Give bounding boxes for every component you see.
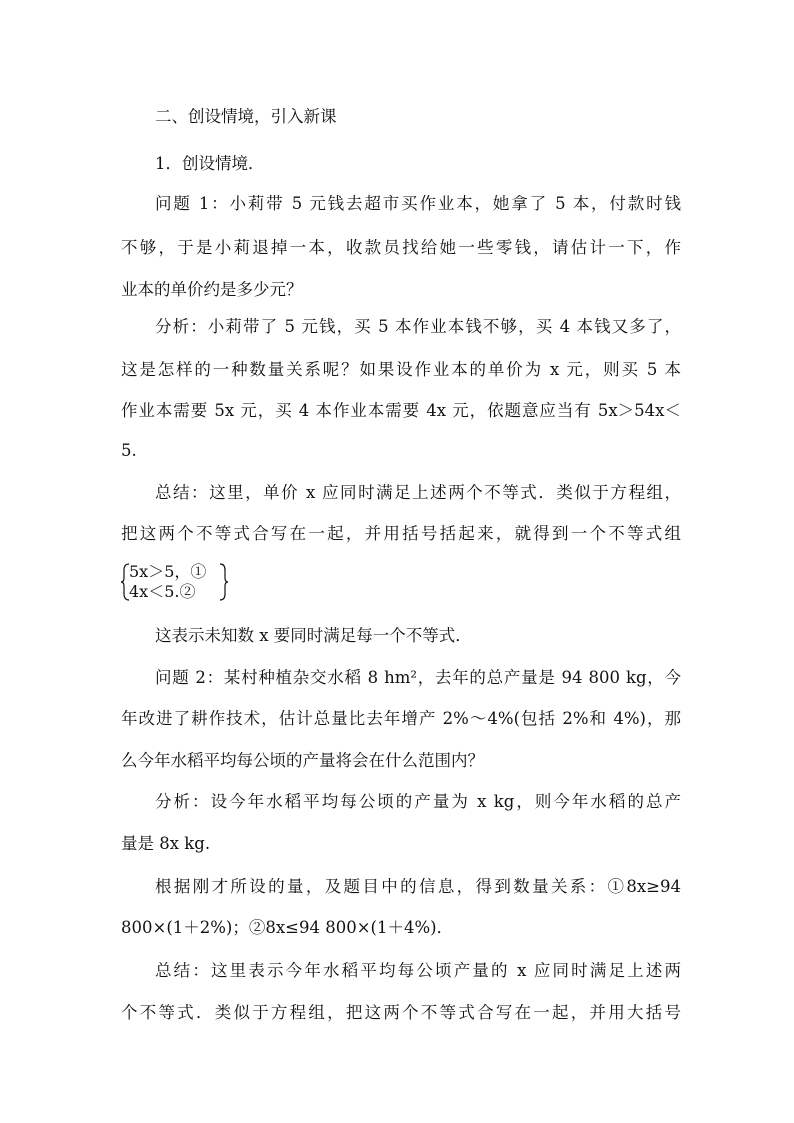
paragraph-line: 5. — [121, 441, 137, 460]
paragraph-line: 业本的单价约是多少元？ — [121, 280, 303, 299]
paragraph-line: 把这两个不等式合写在一起，并用括号括起来，就得到一个不等式组 — [121, 524, 681, 543]
section-heading: 二、创设情境，引入新课 — [155, 107, 337, 126]
paragraph-line: 这是怎样的一种数量关系呢？如果设作业本的单价为 x 元，则买 5 本 — [121, 360, 681, 379]
paragraph-line: 不够，于是小莉退掉一本，收款员找给她一些零钱，请估计一下，作 — [121, 238, 681, 257]
paragraph-line: 总结：这里，单价 x 应同时满足上述两个不等式．类似于方程组， — [155, 483, 681, 502]
paragraph-line: 个不等式．类似于方程组，把这两个不等式合写在一起，并用大括号 — [121, 1003, 681, 1022]
inequality-1: 5x＞5，① — [129, 562, 207, 581]
paragraph-line: 根据刚才所设的量，及题目中的信息，得到数量关系：①8x≥94 — [155, 877, 681, 896]
subsection-heading: 1．创设情境． — [155, 154, 265, 173]
paragraph-line: 问题 1：小莉带 5 元钱去超市买作业本，她拿了 5 本，付款时钱 — [155, 194, 681, 213]
paragraph-line: 800×(1＋2%)；②8x≤94 800×(1＋4%)． — [121, 918, 454, 937]
paragraph-line: 么今年水稻平均每公顷的产量将会在什么范围内？ — [121, 751, 484, 770]
paragraph-line: 问题 2：某村种植杂交水稻 8 hm²，去年的总产量是 94 800 kg，今 — [155, 668, 681, 687]
paragraph-line: 总结：这里表示今年水稻平均每公顷产量的 x 应同时满足上述两 — [155, 961, 681, 980]
inequality-2: 4x＜5.② — [129, 582, 196, 601]
paragraph-line: 作业本需要 5x 元，买 4 本作业本需要 4x 元，依题意应当有 5x＞54x＜ — [121, 401, 681, 420]
paragraph-line: 分析：小莉带了 5 元钱，买 5 本作业本钱不够，买 4 本钱又多了， — [155, 317, 681, 336]
paragraph-line: 这表示未知数 x 要同时满足每一个不等式． — [155, 626, 472, 645]
paragraph-line: 年改进了耕作技术，估计总量比去年增产 2%～4%(包括 2%和 4%)，那 — [121, 709, 681, 728]
paragraph-line: 分析：设今年水稻平均每公顷的产量为 x kg，则今年水稻的总产 — [155, 792, 681, 811]
paragraph-line: 量是 8x kg. — [121, 834, 211, 853]
inequality-system — [121, 562, 231, 602]
